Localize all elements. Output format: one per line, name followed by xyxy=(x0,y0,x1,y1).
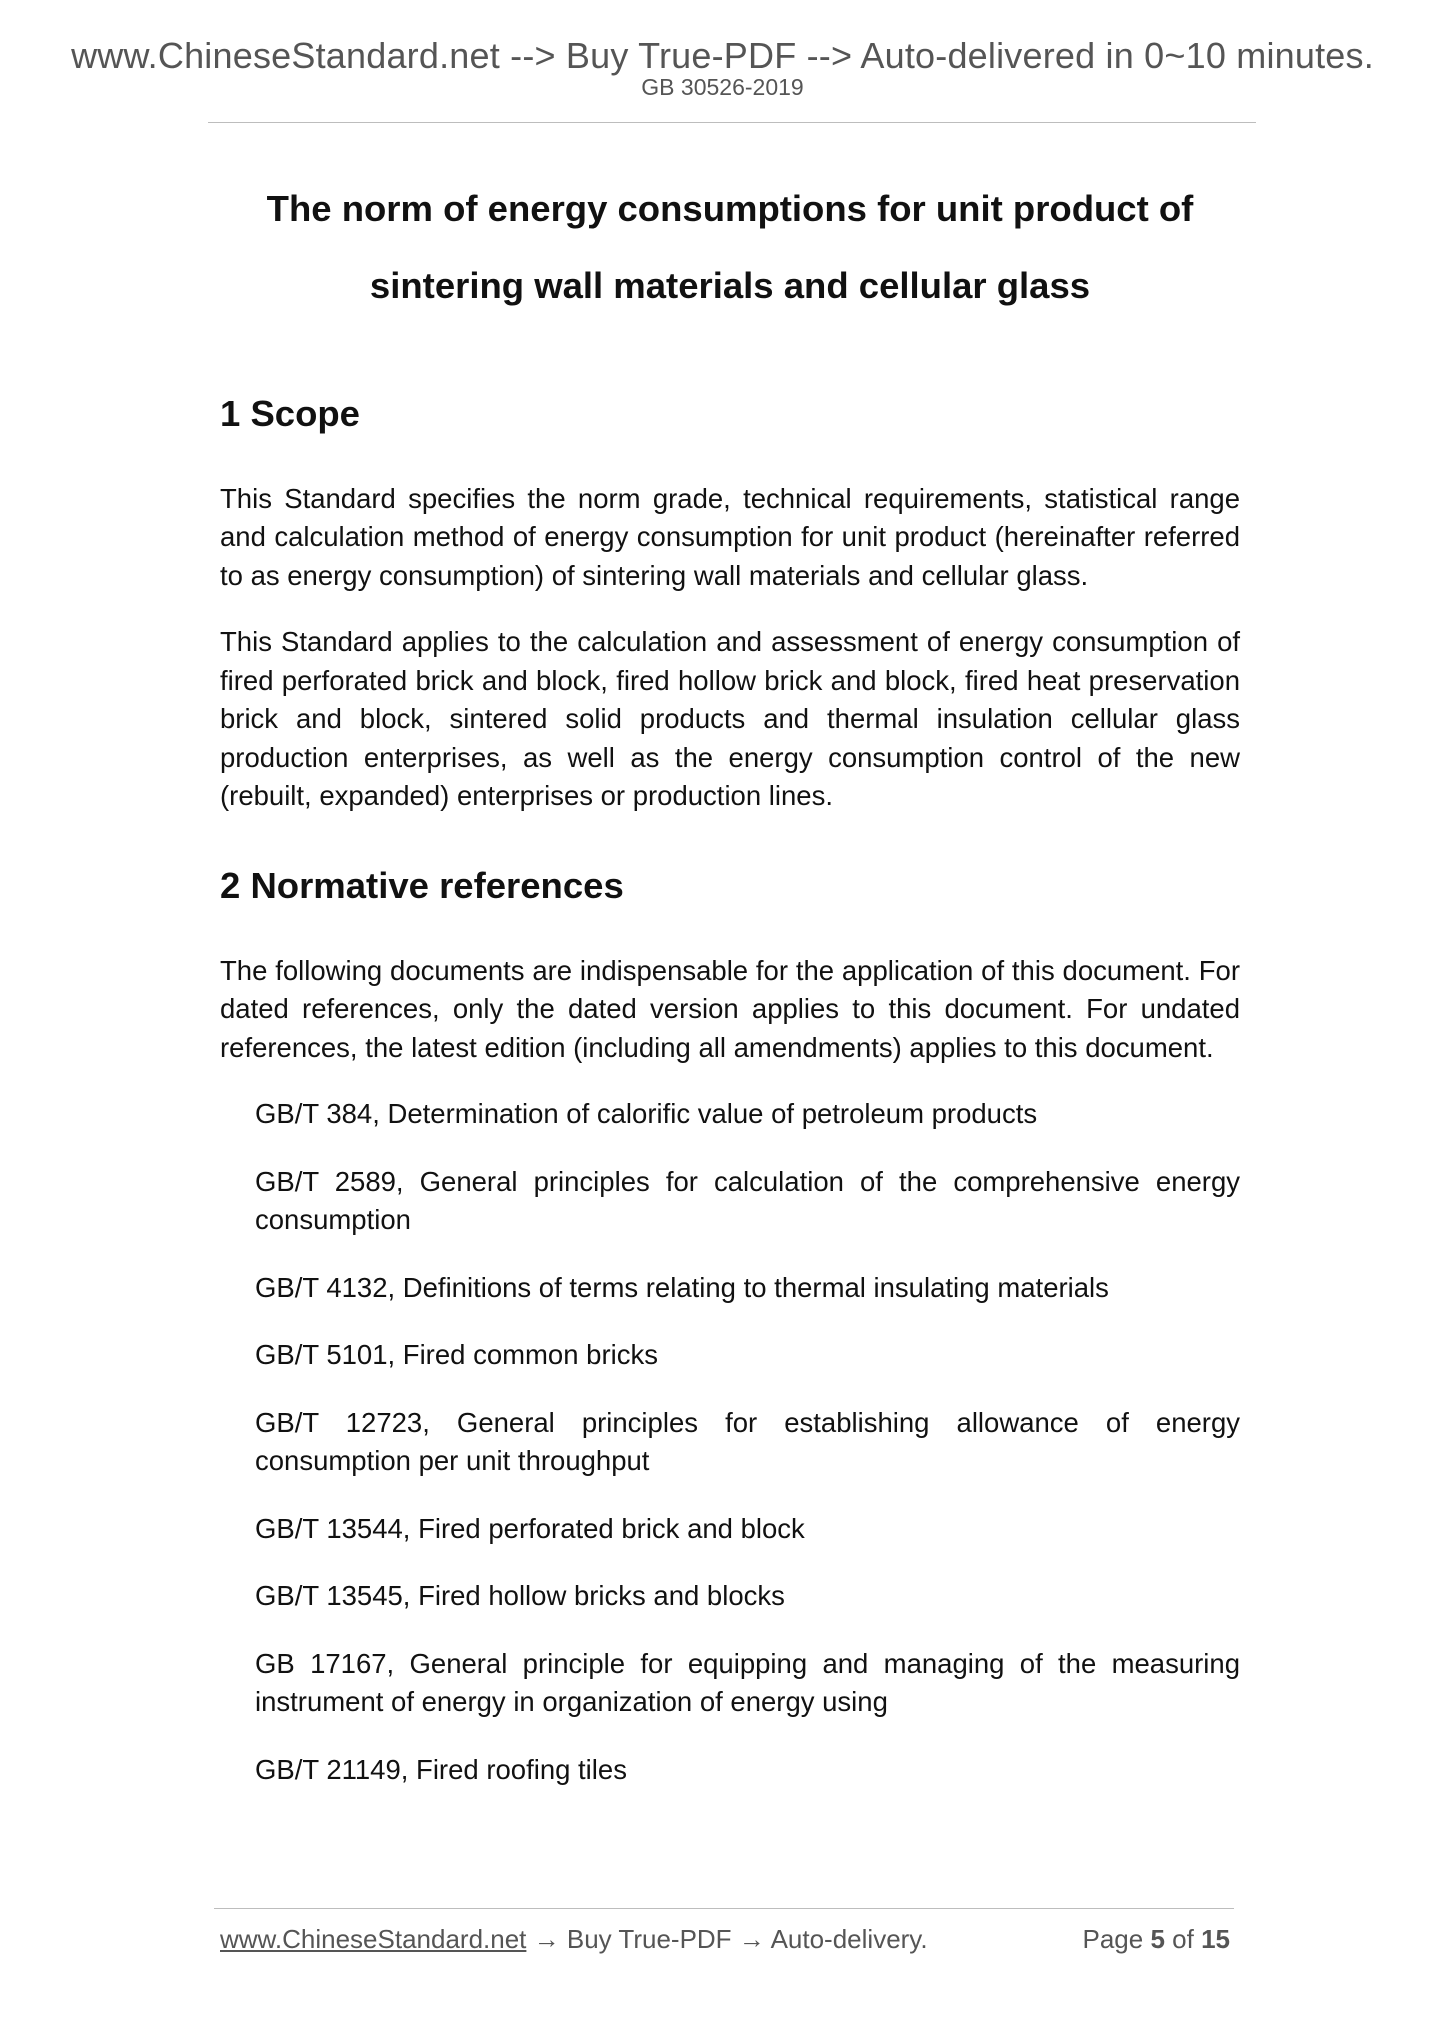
reference-list xyxy=(220,1095,1240,1789)
scope-paragraph-1: This Standard specifies the norm grade, technical requirements, statistical range and calculation method of energy consumption for unit product (hereinafter referred to as energy consumption) of sintering wall materials and cellular glass. xyxy=(220,482,1240,591)
normative-references-intro: The following documents are indispensable for the application of this document. For dated references, only the dated version applies to this document. For undated references, the latest edition (including all amendments) applies to this document. xyxy=(220,954,1240,1063)
page-indicator xyxy=(1082,1924,1230,1955)
reference-item: GB/T 13544, Fired perforated brick and block xyxy=(255,1512,805,1544)
top-banner: www.ChineseStandard.net --> Buy True-PDF --> Auto-delivered in 0~10 minutes. xyxy=(71,35,1374,76)
document-title-line-1: The norm of energy consumptions for unit product of xyxy=(266,188,1194,229)
footer-divider xyxy=(214,1908,1234,1909)
reference-item: GB 17167, General principle for equipping and managing of the measuring instrument of energy in organization of energy using xyxy=(255,1647,1240,1718)
document-title xyxy=(220,170,1240,324)
reference-item: GB/T 2589, General principles for calculation of the comprehensive energy consumption xyxy=(255,1165,1240,1236)
document-code: GB 30526-2019 xyxy=(641,74,804,100)
reference-item: GB/T 13545, Fired hollow bricks and blocks xyxy=(255,1580,785,1612)
reference-item: GB/T 12723, General principles for establishing allowance of energy consumption per unit throughput xyxy=(255,1406,1240,1477)
reference-item: GB/T 21149, Fired roofing tiles xyxy=(255,1753,627,1785)
section-heading-scope: 1 Scope xyxy=(220,393,360,434)
reference-item: GB/T 384, Determination of calorific value of petroleum products xyxy=(255,1098,1038,1130)
page-content xyxy=(220,170,1240,1818)
scope-paragraph-2: This Standard applies to the calculation and assessment of energy consumption of fired perforated brick and block, fired hollow brick and block, fired heat preservation brick and block, sintered solid products and thermal insulation cellular glass production enterprises, as well as the energy consumption control of the new (rebuilt, expanded) enterprises or production lines. xyxy=(220,626,1240,812)
total-pages-number: 15 xyxy=(1201,1924,1230,1954)
reference-item: GB/T 4132, Definitions of terms relating to thermal insulating materials xyxy=(255,1271,1109,1303)
footer-site-link[interactable]: www.ChineseStandard.net xyxy=(220,1924,527,1954)
section-heading-normative-references: 2 Normative references xyxy=(220,864,624,906)
of-label: of xyxy=(1172,1924,1194,1954)
footer-left xyxy=(220,1924,928,1955)
reference-item: GB/T 5101, Fired common bricks xyxy=(255,1339,658,1371)
header-divider xyxy=(208,122,1256,123)
current-page-number: 5 xyxy=(1150,1924,1165,1954)
footer-purchase-text: → Buy True-PDF → Auto-delivery. xyxy=(526,1924,928,1954)
document-title-line-2: sintering wall materials and cellular glass xyxy=(369,265,1091,306)
page-label: Page xyxy=(1082,1924,1144,1954)
